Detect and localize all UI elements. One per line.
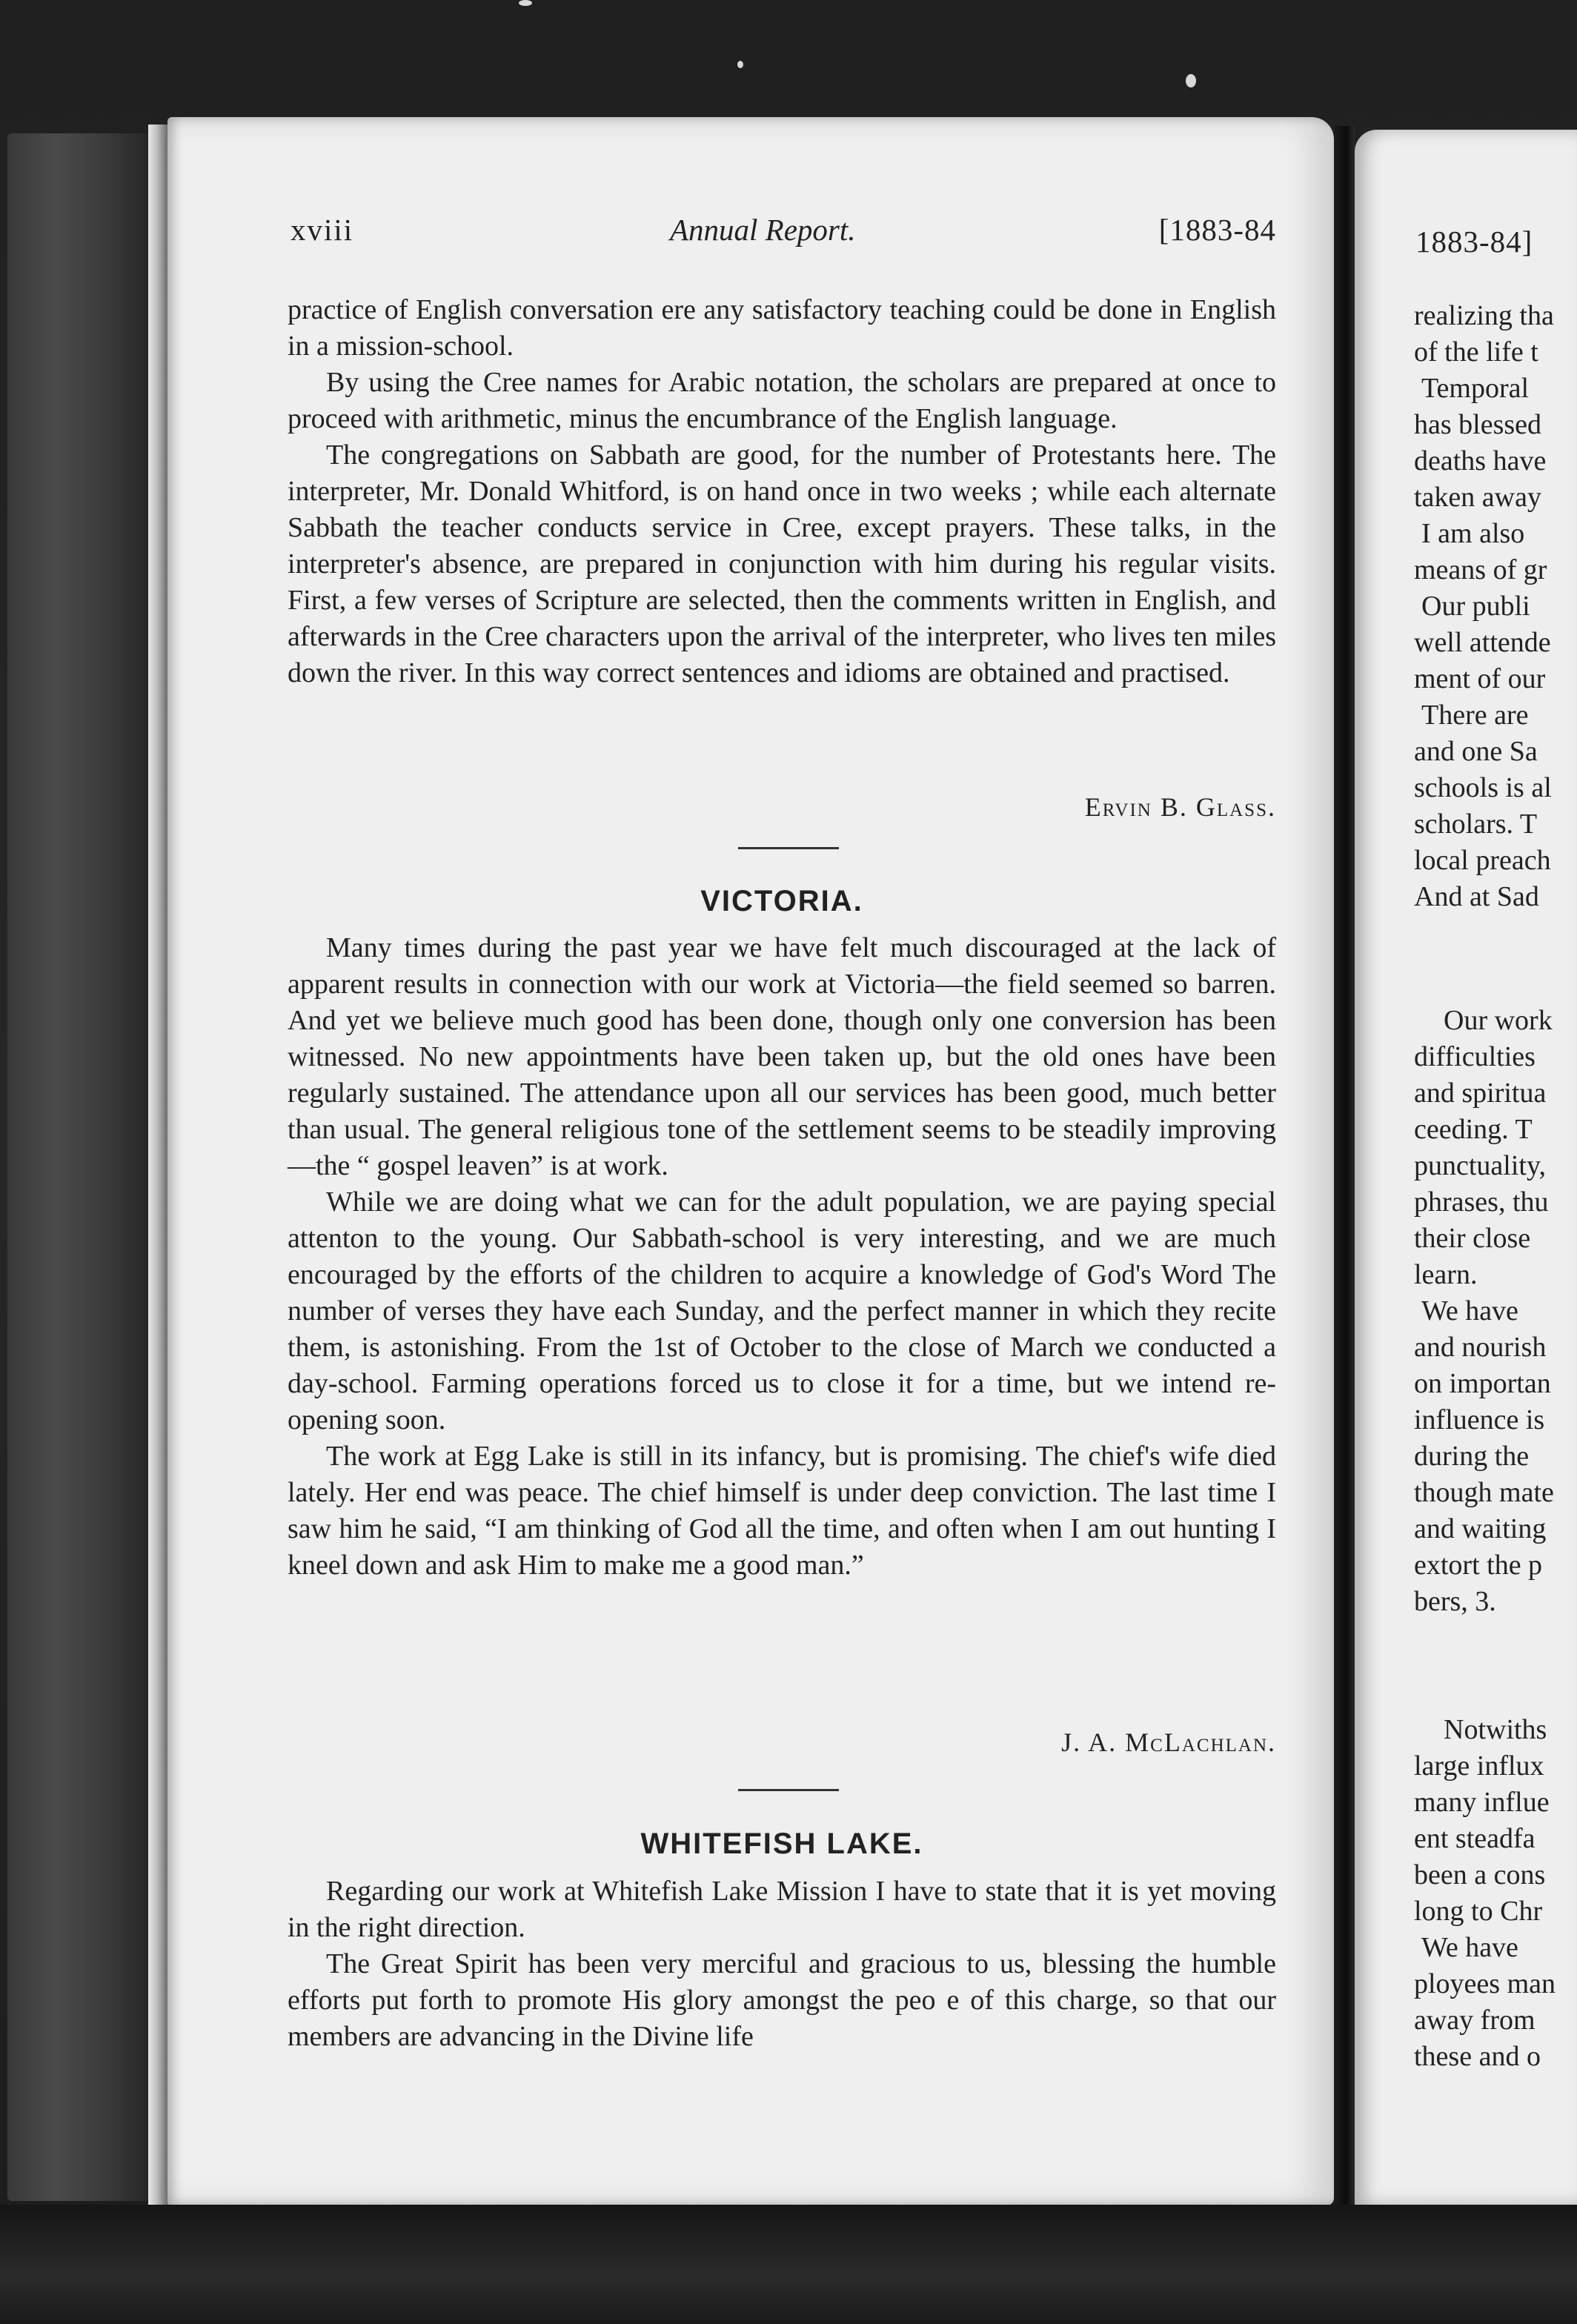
signature-glass: Ervin B. Glass. <box>1084 792 1276 822</box>
text-line: and one Sa <box>1414 736 1538 767</box>
page-gutter <box>1334 126 1355 2205</box>
text-line: learn. <box>1414 1259 1478 1290</box>
text-line: influence is <box>1414 1404 1545 1435</box>
header-year: [1883-84 <box>1158 213 1276 247</box>
page-number: xviii <box>290 213 354 247</box>
text-line: local preach <box>1414 845 1551 876</box>
text-line: And at Sad <box>1414 881 1539 912</box>
text-line: their close <box>1414 1223 1531 1254</box>
text-line: been a cons <box>1414 1859 1546 1890</box>
text-line: long to Chr <box>1414 1896 1543 1927</box>
signature-mclachlan: J. A. McLachlan. <box>1061 1727 1276 1757</box>
text-line: extort the p <box>1414 1550 1543 1581</box>
whitefish-section <box>288 1873 1276 2055</box>
text-line: There are <box>1421 700 1529 731</box>
dust-speck <box>737 61 743 68</box>
right-column-middle <box>1414 1003 1577 1620</box>
text-line: has blessed <box>1414 409 1542 440</box>
victoria-section <box>288 930 1276 1584</box>
paragraph: The Great Spirit has been very merciful and gracious to us, blessing the humble efforts put forth to promote His glory amongst the peo e of this charge, so that our members are advancing in the Divine life <box>288 1948 1276 2052</box>
text-line: punctuality, <box>1414 1150 1546 1181</box>
text-line: taken away <box>1414 482 1541 513</box>
book-binding <box>7 133 167 2201</box>
text-line: and waiting <box>1414 1513 1547 1544</box>
text-line: ent steadfa <box>1414 1823 1536 1854</box>
dust-speck <box>1186 74 1196 87</box>
text-line: phrases, thu <box>1414 1186 1549 1218</box>
paragraph: Regarding our work at Whitefish Lake Mission I have to state that it is yet moving in the right direction. <box>288 1876 1276 1943</box>
text-line: well attende <box>1414 627 1551 658</box>
running-header <box>290 212 1276 256</box>
text-line: We have <box>1421 1932 1518 1963</box>
paragraph: Many times during the past year we have felt much discouraged at the lack of apparent results in connection with our work at Victoria—the field seemed so barren. And yet we believe much good has been done, though only one conversion has been witnessed. No new appointments have been taken up, but the old ones have been regularly sustained. The attendance upon all our services has been good, much better than usual. The general religious tone of the settlement seems to be steadily improving—the “ gospel leaven” is at work. <box>288 932 1276 1181</box>
text-line: I am also <box>1421 518 1525 549</box>
right-column-bottom <box>1414 1712 1577 2075</box>
text-line: large influx <box>1414 1750 1544 1782</box>
section-divider <box>738 847 839 849</box>
text-line: We have <box>1421 1295 1518 1327</box>
text-line: schools is al <box>1414 772 1552 803</box>
text-line: many influe <box>1414 1787 1550 1818</box>
text-line: scholars. T <box>1414 809 1538 840</box>
text-line: realizing tha <box>1414 300 1554 331</box>
running-title: Annual Report. <box>670 213 856 247</box>
intro-signature-row <box>288 791 1276 829</box>
text-line: ment of our <box>1414 663 1546 694</box>
text-line: of the life t <box>1414 336 1538 368</box>
dust-speck <box>519 0 532 6</box>
text-line: though mate <box>1414 1477 1554 1508</box>
text-line: Our work <box>1444 1005 1553 1036</box>
right-header-year: 1883-84] <box>1415 225 1533 259</box>
text-line: away from <box>1414 2005 1536 2036</box>
text-line: means of gr <box>1414 554 1547 585</box>
text-line: Our publi <box>1421 591 1530 622</box>
paragraph: By using the Cree names for Arabic notation, the scholars are prepared at once to proceed with arithmetic, minus the encumbrance of the English language. <box>288 367 1276 434</box>
text-line: and nourish <box>1414 1332 1547 1363</box>
scanner-bottom-edge <box>0 2205 1577 2324</box>
text-line: Temporal <box>1421 373 1530 404</box>
text-line: during the <box>1414 1441 1530 1472</box>
victoria-signature-row <box>288 1727 1276 1764</box>
paragraph: While we are doing what we can for the adult population, we are paying special attenton to the young. Our Sabbath-school is very interesting, and we are much encouraged by the efforts of the children to acquire a knowledge of God's Word The number of verses they have each Sunday, and the perfect manner in which they recite them, is astonishing. From the 1st of October to the close of March we conducted a day-school. Farming operations forced us to close it for a time, but we intend re-opening soon. <box>288 1186 1276 1435</box>
paragraph: The work at Egg Lake is still in its infancy, but is promising. The chief's wife died lately. Her end was peace. The chief himself is under deep conviction. The last time I saw him he said, “I am thinking of God all the time, and often when I am out hunting I kneel down and ask Him to make me a good man.” <box>288 1441 1276 1581</box>
intro-section <box>288 292 1276 691</box>
text-line: Notwiths <box>1444 1714 1547 1745</box>
text-line: ployees man <box>1414 1968 1556 1999</box>
text-line: and spiritua <box>1414 1078 1547 1109</box>
text-line: ceeding. T <box>1414 1114 1533 1145</box>
text-line: deaths have <box>1414 445 1547 477</box>
paragraph: practice of English conversation ere any satisfactory teaching could be done in English in a mission-school. <box>288 294 1276 362</box>
right-column-top <box>1414 298 1577 915</box>
paragraph: The congregations on Sabbath are good, for the number of Protestants here. The interpreter, Mr. Donald Whitford, is on hand once in two weeks ; while each alternate Sabbath the teacher conducts service in Cree, except prayers. These talks, in the interpreter's absence, are prepared in conjunction with him during his regular visits. First, a few verses of Scripture are selected, then the comments written in English, and afterwards in the Cree characters upon the arrival of the interpreter, who lives ten miles down the river. In this way correct sentences and idioms are obtained and practised. <box>288 439 1276 688</box>
text-line: difficulties <box>1414 1041 1536 1072</box>
section-title-victoria: VICTORIA. <box>700 885 863 917</box>
section-title-whitefish-lake: WHITEFISH LAKE. <box>640 1827 923 1860</box>
text-line: bers, 3. <box>1414 1586 1496 1617</box>
text-line: on importan <box>1414 1368 1551 1399</box>
section-divider <box>738 1789 839 1791</box>
text-line: these and o <box>1414 2041 1541 2072</box>
